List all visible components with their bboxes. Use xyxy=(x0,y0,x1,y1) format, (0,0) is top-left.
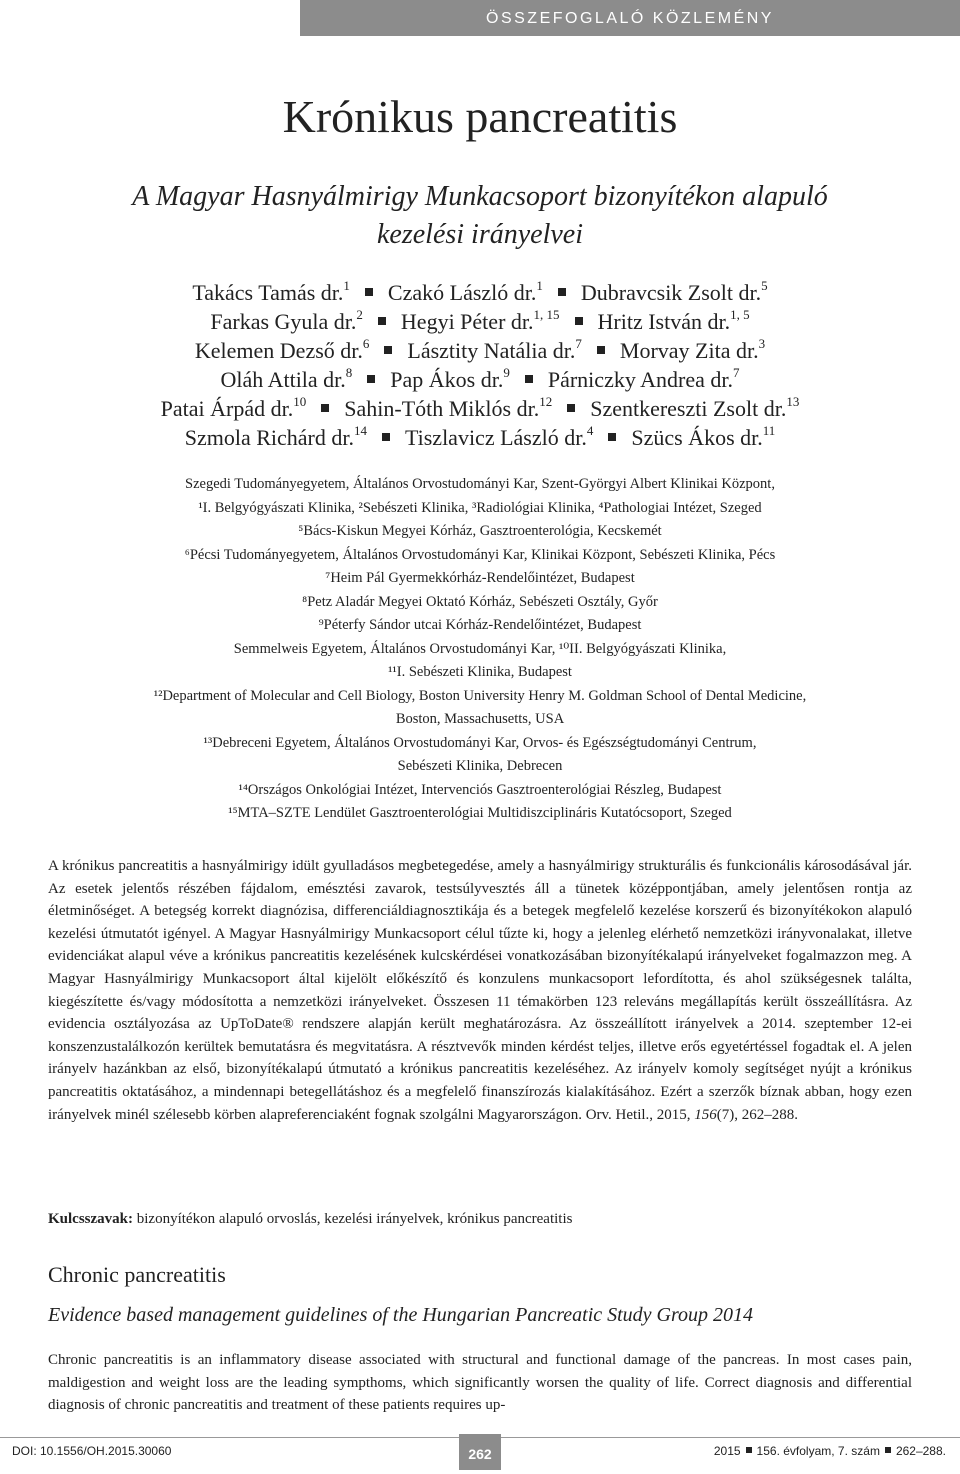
affiliation-ref: 12 xyxy=(539,393,553,409)
affiliation-line: Semmelweis Egyetem, Általános Orvostudományi Kar, ¹⁰II. Belgyógyászati Klinika, xyxy=(233,640,727,657)
author-name-text: Tiszlavicz László dr. xyxy=(404,425,587,450)
keywords xyxy=(48,1208,912,1230)
english-subtitle: Evidence based management guidelines of the Hungarian Pancreatic Study Group 2014 xyxy=(48,1304,754,1326)
affiliation-ref: 2 xyxy=(356,306,363,322)
author-name-text: Patai Árpád dr. xyxy=(160,396,294,421)
affiliation-ref: 1, 15 xyxy=(533,306,560,322)
separator-square xyxy=(885,1447,891,1453)
author-name xyxy=(194,335,370,363)
abstract-hungarian xyxy=(48,855,912,1126)
affiliation-line: ¹³Debreceni Egyetem, Általános Orvostudományi Kar, Orvos- és Egészségtudományi Centrum, xyxy=(203,734,757,751)
affiliation-ref: 7 xyxy=(732,364,740,380)
author-name-text: Szücs Ákos dr. xyxy=(631,425,763,450)
author-name-text: Párniczky Andrea dr. xyxy=(547,367,733,392)
separator-square xyxy=(321,404,329,412)
author-line xyxy=(60,423,900,452)
abstract-english xyxy=(48,1349,912,1417)
author-name xyxy=(407,335,582,363)
separator-square xyxy=(597,346,605,354)
author-name xyxy=(160,393,307,421)
affiliation-line: ¹¹I. Sebészeti Klinika, Budapest xyxy=(388,664,572,680)
author-name-text: Farkas Gyula dr. xyxy=(210,309,357,334)
author-name xyxy=(404,422,594,450)
issue-info xyxy=(714,1444,946,1458)
author-name-text: Hegyi Péter dr. xyxy=(400,309,534,334)
citation-tail: (7), 262–288. xyxy=(716,1106,799,1123)
affiliation-ref: 11 xyxy=(762,422,776,438)
author-name-text: Kelemen Dezső dr. xyxy=(194,338,363,363)
author-name-text: Lásztity Natália dr. xyxy=(407,338,576,363)
subtitle-line: kezelési irányelvei xyxy=(376,219,583,250)
affiliation-ref: 5 xyxy=(761,277,768,293)
affiliation-ref: 7 xyxy=(575,335,582,351)
separator-square xyxy=(525,375,533,383)
author-name xyxy=(390,364,510,392)
affiliation-line: ¹I. Belgyógyászati Klinika, ²Sebészeti Klinika, ³Radiológiai Klinika, ⁴Pathologiai Intézet, Szeged xyxy=(198,499,762,516)
affiliation-line: Boston, Massachusetts, USA xyxy=(395,711,565,727)
affiliation-line: ⁹Péterfy Sándor utcai Kórház-Rendelőintézet, Budapest xyxy=(318,617,642,633)
affiliation-ref: 8 xyxy=(345,364,353,380)
issue-pages: 262–288. xyxy=(895,1444,946,1458)
affiliation-line: ⁸Petz Aladár Megyei Oktató Kórház, Sebészeti Osztály, Győr xyxy=(302,593,658,610)
author-name-text: Szmola Richárd dr. xyxy=(184,425,354,450)
separator-square xyxy=(575,317,583,325)
article-title: Krónikus pancreatitis xyxy=(282,91,678,142)
affiliation-ref: 14 xyxy=(353,422,367,438)
separator-square xyxy=(567,404,575,412)
doi-link[interactable]: DOI: 10.1556/OH.2015.30060 xyxy=(12,1444,172,1458)
english-title: Chronic pancreatitis xyxy=(48,1262,226,1287)
separator-square xyxy=(746,1447,752,1453)
separator-square xyxy=(382,433,390,441)
affiliation-line: ¹⁴Országos Onkológiai Intézet, Intervenciós Gasztroenterológiai Részleg, Budapest xyxy=(238,781,722,798)
author-name xyxy=(387,277,543,305)
journal-volume: 156 xyxy=(694,1106,717,1123)
author-name xyxy=(210,306,363,334)
author-name xyxy=(619,335,766,363)
abstract-english-text: Chronic pancreatitis is an inflammatory disease associated with structural and functional damage of the pancreas. In most cases pain, maldigestion and weight loss are the leading sympthoms, which significantly worsen the quality of life. Correct diagnosis and differential diagnosis of chronic pancreatitis and treatment of these patients requires up- xyxy=(48,1352,912,1414)
separator-square xyxy=(367,375,375,383)
affiliation-line: Sebészeti Klinika, Debrecen xyxy=(397,758,563,774)
author-line xyxy=(60,307,900,336)
author-name xyxy=(192,277,350,305)
author-name xyxy=(344,393,553,421)
separator-square xyxy=(558,288,566,296)
abstract-text: A krónikus pancreatitis a hasnyálmirigy idült gyulladásos megbetegedése, amely a hasnyálmirigy strukturális és funkcionális károsodásával jár. Az esetek jelentős részében fájdalom, emésztési zavarok, testsúlyvesztés áll a tünetek középpontjában, amely jelentősen rontja az életminőséget. A betegség korrekt diagnózisa, differenciáldiagnosztikája és a betegek megfelelő kezelése korszerű és bizonyítékokon alapuló kezelési útmutatót igényel. A Magyar Hasnyálmirigy Munkacsoport célul tűzte ki, hogy a jelenleg elérhető nemzetközi irányvonalakat, illetve evidenciákat alapul véve a krónikus pancreatitis kezelésének kulcskérdései vonatkozásában bizonyítékalapú irányelveket fogalmazzon meg. A Magyar Hasnyálmirigy Munkacsoport által kijelölt előkészítő és konzulens munkacsoport lefordította, és ahol szükségesnek találta, kiegészítette és/vagy módosította a nemzetközi irányelveket. Összesen 11 témakörben 123 releváns megállapítás került összeállításra. Az evidencia osztályozása az UpToDate® rendszere alapján került meghatározásra. Az összeállított irányelvek a 2014. szeptember 12-ei konszenzustalálkozón kerültek bemutatásra és megvitatásra. A résztvevők minden kérdést teljes, illetve erős egyetértéssel fogadtak el. A jelen irányelv hazánkban az első, bizonyítékalapú útmutató a krónikus pancreatitis kezeléséhez. Az irányelv komoly segítséget nyújt a krónikus pancreatitis oktatásához, a mindennapi betegellátáshoz és a megfelelő finanszírozás kialakításához. Ezért a szerzők bíznak abban, hogy ezen irányelvek minél szélesebb körben alapreferenciaként fognak szolgálni Magyarországon. Orv. Hetil., 2015, xyxy=(48,858,912,1123)
author-line xyxy=(60,394,900,423)
affiliation-ref: 3 xyxy=(758,335,766,351)
author-name-text: Sahin-Tóth Miklós dr. xyxy=(344,396,540,421)
affiliation-line: ⁵Bács-Kiskun Megyei Kórház, Gasztroenterológia, Kecskemét xyxy=(298,523,662,539)
author-name xyxy=(580,277,768,305)
author-name xyxy=(220,364,353,392)
author-name-text: Oláh Attila dr. xyxy=(220,367,346,392)
author-name-text: Morvay Zita dr. xyxy=(619,338,759,363)
separator-square xyxy=(365,288,373,296)
affiliation-ref: 13 xyxy=(786,393,800,409)
subtitle-line: A Magyar Hasnyálmirigy Munkacsoport bizonyítékon alapuló xyxy=(132,181,828,212)
author-name xyxy=(184,422,367,450)
author-name-text: Dubravcsik Zsolt dr. xyxy=(580,280,762,305)
affiliation-ref: 10 xyxy=(293,393,307,409)
author-list xyxy=(60,278,900,452)
issue-volume: 156. évfolyam, 7. szám xyxy=(756,1444,880,1458)
affiliation-ref: 1 xyxy=(536,277,543,293)
author-name-text: Pap Ákos dr. xyxy=(390,367,504,392)
article-subtitle xyxy=(60,178,900,254)
keywords-text: bizonyítékon alapuló orvoslás, kezelési irányelvek, krónikus pancreatitis xyxy=(133,1211,573,1227)
affiliation-ref: 1 xyxy=(343,277,350,293)
author-name-text: Czakó László dr. xyxy=(387,280,537,305)
author-line xyxy=(60,278,900,307)
separator-square xyxy=(608,433,616,441)
affiliation-list xyxy=(30,473,930,826)
affiliation-ref: 6 xyxy=(362,335,370,351)
separator-square xyxy=(378,317,386,325)
issue-year: 2015 xyxy=(713,1444,741,1458)
author-name xyxy=(597,306,750,334)
author-name xyxy=(590,393,800,421)
author-name xyxy=(400,306,560,334)
affiliation-line: Szegedi Tudományegyetem, Általános Orvostudományi Kar, Szent-Györgyi Albert Klinikai Központ, xyxy=(185,476,775,492)
author-name xyxy=(631,422,776,450)
section-label: ÖSSZEFOGLALÓ KÖZLEMÉNY xyxy=(300,0,960,36)
affiliation-line: ¹⁵MTA–SZTE Lendület Gasztroenterológiai Multidiszciplináris Kutatócsoport, Szeged xyxy=(228,805,732,821)
author-name xyxy=(547,364,740,392)
affiliation-line: ¹²Department of Molecular and Cell Biology, Boston University Henry M. Goldman School of Dental Medicine, xyxy=(153,687,807,704)
author-name-text: Szentkereszti Zsolt dr. xyxy=(590,396,787,421)
affiliation-ref: 1, 5 xyxy=(730,306,750,322)
keywords-label: Kulcsszavak: xyxy=(48,1211,134,1227)
affiliation-ref: 9 xyxy=(503,364,510,380)
affiliation-line: ⁷Heim Pál Gyermekkórház-Rendelőintézet, Budapest xyxy=(325,570,635,586)
separator-square xyxy=(384,346,392,354)
page-number: 262 xyxy=(459,1434,501,1470)
author-line xyxy=(60,365,900,394)
author-name-text: Takács Tamás dr. xyxy=(192,280,344,305)
affiliation-line: ⁶Pécsi Tudományegyetem, Általános Orvostudományi Kar, Klinikai Központ, Sebészeti Klinika, Pécs xyxy=(184,546,776,563)
author-name-text: Hritz István dr. xyxy=(597,309,731,334)
affiliation-ref: 4 xyxy=(586,422,594,438)
author-line xyxy=(60,336,900,365)
